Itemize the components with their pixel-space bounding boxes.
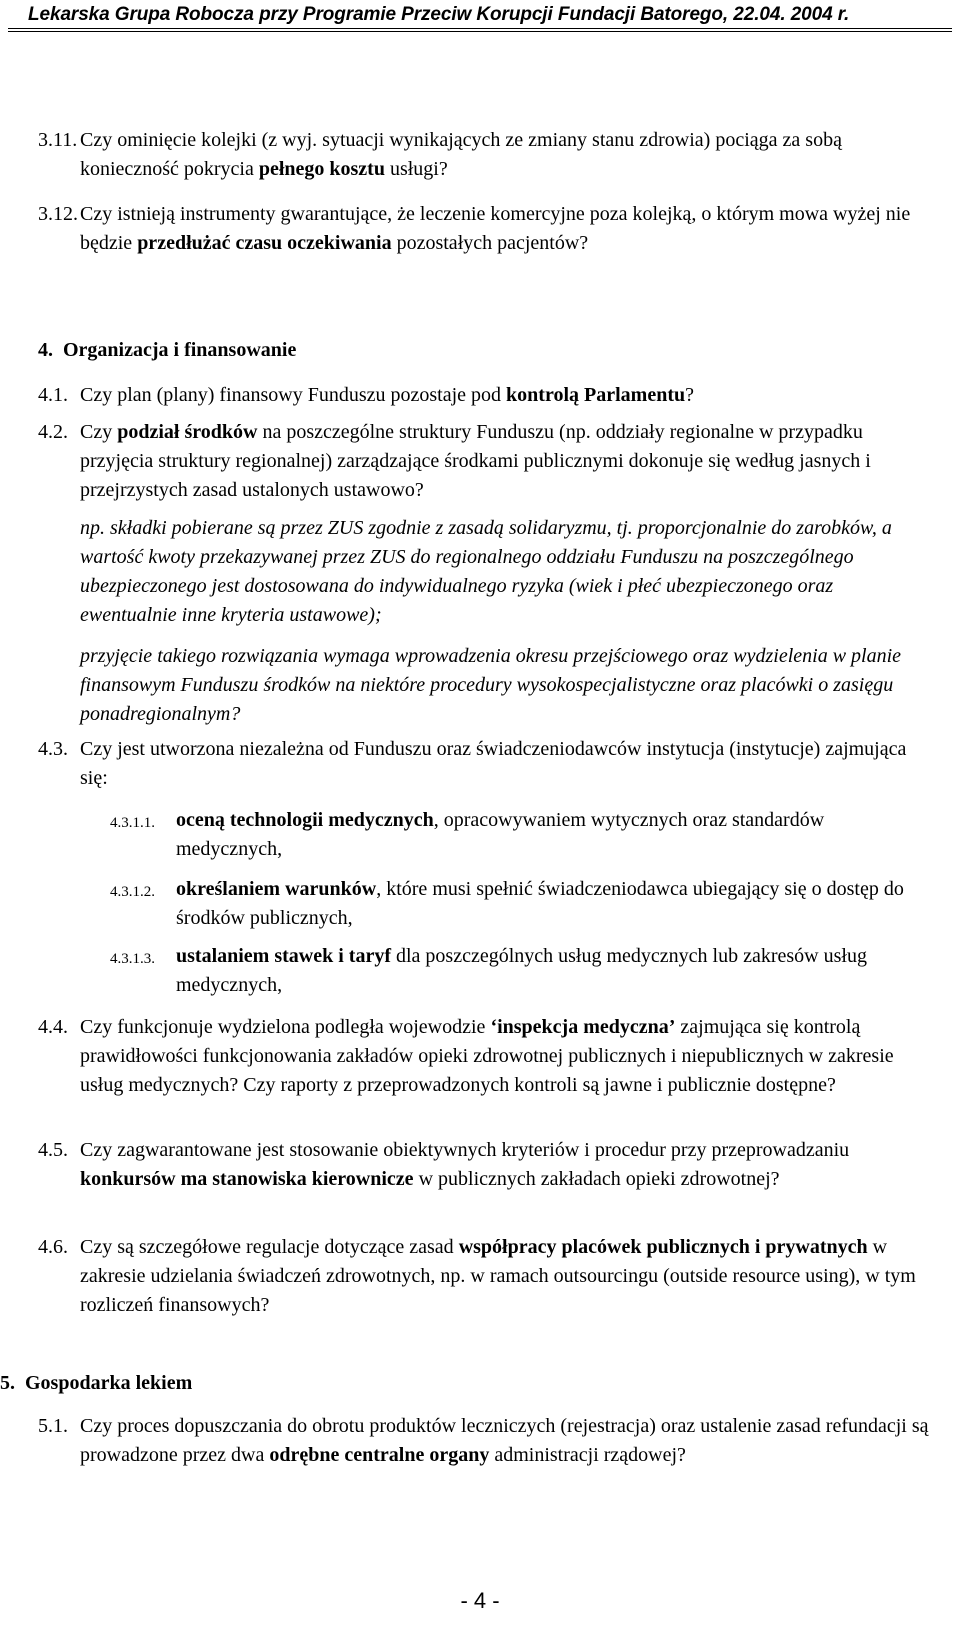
section-5-heading: 5. Gospodarka lekiem (0, 1372, 193, 1394)
header-rule (8, 31, 952, 32)
section-4-heading: 4. Organizacja i finansowanie (38, 339, 297, 361)
item-4-2-note-b: przyjęcie takiego rozwiązania wymaga wprowadzenia okresu przejściowego oraz wydzielenia w planie finansowym Funduszu środków na niektóre procedury wysokospecjalistyczne oraz placówki o zasięgu ponadregionalnym? (80, 645, 902, 725)
page-header: Lekarska Grupa Robocza przy Programie Przeciw Korupcji Fundacji Batorego, 22.04. 2004 r. (28, 4, 850, 25)
item-4-2-note-a: np. składki pobierane są przez ZUS zgodnie z zasadą solidaryzmu, tj. proporcjonalnie do zarobków, a wartość kwoty przekazywanej przez ZUS do regionalnego oddziału Funduszu na poszczególnego ubezpieczonego jest dostosowana do indywidualnego ryzyka (wiek i płeć ubezpieczonego oraz ewentualnie inne kryteria ustawowe); (80, 517, 892, 626)
header-rule (8, 28, 952, 29)
page-number: - 4 - (460, 1588, 500, 1613)
